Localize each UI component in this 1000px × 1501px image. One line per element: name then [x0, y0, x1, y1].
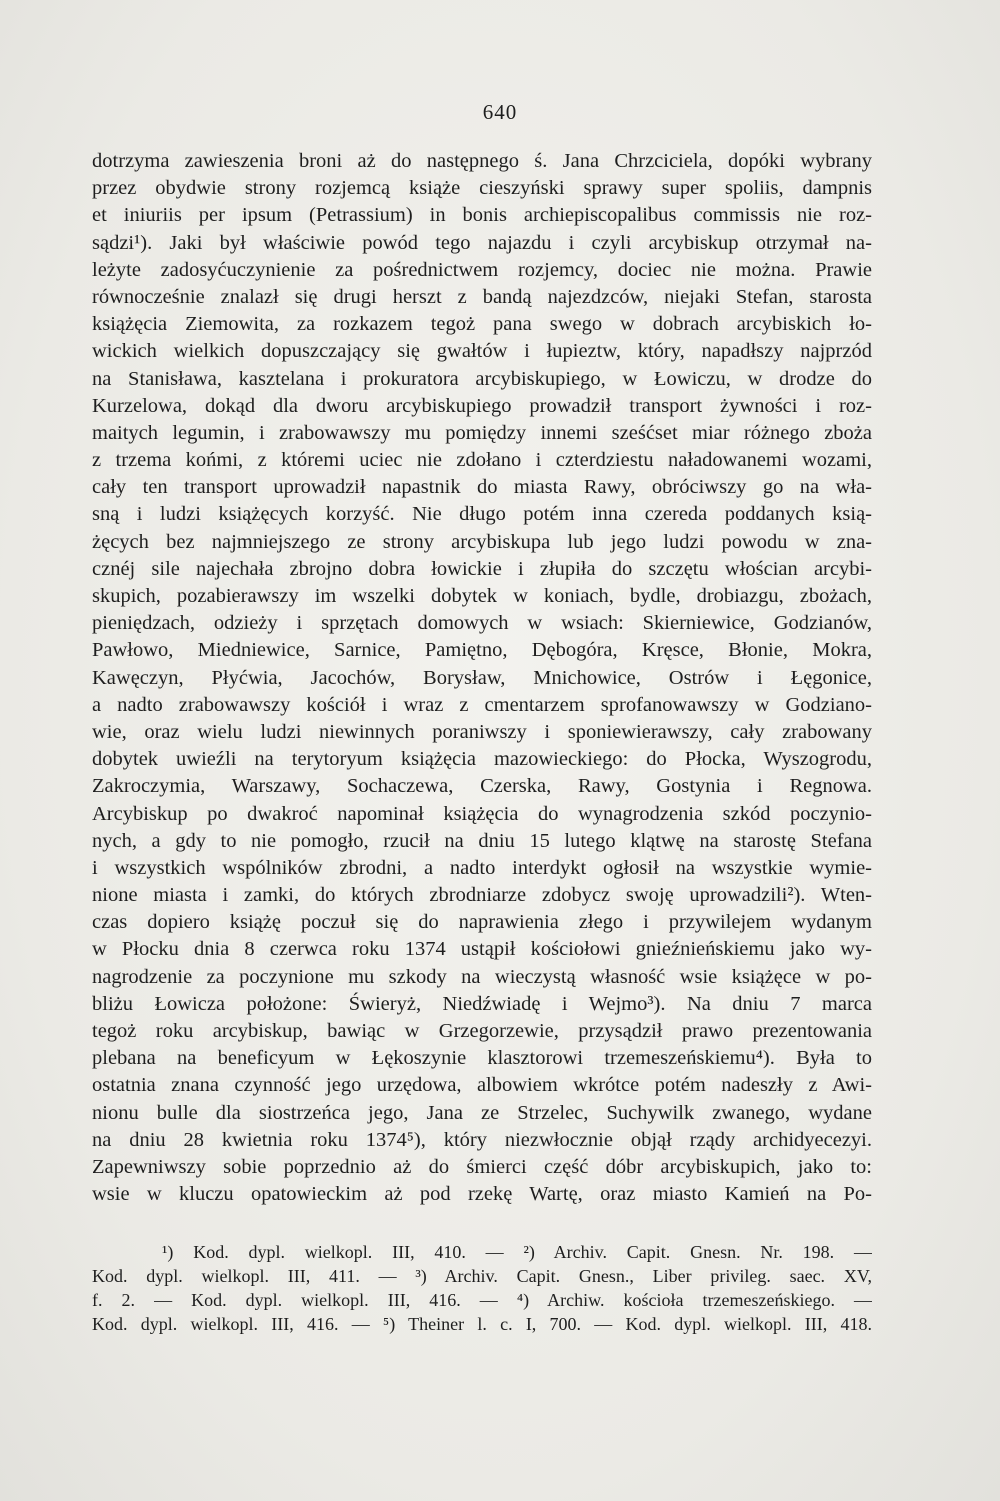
- body-line: wickich wielkich dopuszczający się gwałtów i łupieztw, który, napadłszy najprzód: [92, 340, 872, 363]
- footnote-line: Kod. dypl. wielkopl. III, 416. — ⁵) Theiner l. c. I, 700. — Kod. dypl. wielkopl. III, 418.: [92, 1314, 872, 1334]
- body-line: i wszystkich wspólników zbrodni, a nadto interdykt ogłosił na wszystkie wymie-: [92, 856, 872, 879]
- body-line: dobytek uwieźli na terytoryum książęcia mazowieckiego: do Płocka, Wyszogrodu,: [92, 748, 872, 771]
- footnote-line: Kod. dypl. wielkopl. III, 411. — ³) Archiv. Capit. Gnesn., Liber privileg. saec. XV,: [92, 1266, 872, 1286]
- body-line: tegoż roku arcybiskup, bawiąc w Grzegorzewie, przysądził prawo prezentowania: [92, 1020, 872, 1042]
- page-number: 640: [482, 100, 518, 124]
- body-line: maitych legumin, i zrabowawszy mu pomiędzy innemi sześćset miar różnego zboża: [92, 421, 872, 444]
- body-line: ostatnia znana czynność jego urzędowa, albowiem wkrótce potém nadeszły z Awi-: [92, 1074, 872, 1097]
- body-line: skupich, pozabierawszy im wszelki dobytek w koniach, bydle, drobiazgu, zbożach,: [92, 585, 872, 607]
- body-line: wsie w kluczu opatowieckim aż pod rzekę Wartę, oraz miasto Kamień na Po-: [92, 1183, 872, 1206]
- body-line: nione miasta i zamki, do których zbrodniarze zdobycz swoję uprowadzili²). Wten-: [92, 884, 872, 907]
- body-line: nionu bulle dla siostrzeńca jego, Jana ze Strzelec, Suchywilk zwanego, wydane: [92, 1101, 872, 1124]
- body-line: cały ten transport uprowadził napastnik do miasta Rawy, obróciwszy go na wła-: [92, 476, 872, 499]
- body-line: równocześnie znalazł się drugi herszt z bandą najezdzców, niejaki Stefan, starosta: [92, 285, 872, 308]
- footnote-line: ¹) Kod. dypl. wielkopl. III, 410. — ²) Archiv. Capit. Gnesn. Nr. 198. —: [162, 1242, 872, 1262]
- body-line: na dniu 28 kwietnia roku 1374⁵), który niezwłocznie objął rządy archidyecezyi.: [92, 1128, 872, 1151]
- body-line: Zapewniwszy sobie poprzednio aż do śmierci część dóbr arcybiskupich, jako to:: [92, 1155, 872, 1178]
- body-line: wie, oraz wielu ludzi niewinnych poraniwszy i sponiewierawszy, cały zrabowany: [92, 720, 872, 743]
- body-line: żęcych bez najmniejszego ze strony arcybiskupa lub jego ludzi powodu w zna-: [92, 530, 872, 553]
- body-line: sądzi¹). Jaki był właściwie powód tego najazdu i czyli arcybiskup otrzymał na-: [92, 231, 872, 254]
- body-line: w Płocku dnia 8 czerwca roku 1374 ustąpił kościołowi gnieźnieńskiemu jako wy-: [92, 938, 872, 961]
- body-line: Zakroczymia, Warszawy, Sochaczewa, Czerska, Rawy, Gostynia i Regnowa.: [92, 775, 872, 798]
- footnotes: [92, 1240, 872, 1336]
- body-line: plebana na beneficyum w Łękoszynie klasztorowi trzemeszeńskiemu⁴). Była to: [92, 1047, 872, 1070]
- body-line: cznéj sile najechała zbrojno dobra łowickie i złupiła do szczętu włościan arcybi-: [92, 557, 872, 580]
- body-line: leżyte zadosyćuczynienie za pośrednictwem rozjemcy, dociec nie można. Prawie: [92, 258, 872, 281]
- body-line: Pawłowo, Miedniewice, Sarnice, Pamiętno, Dębogóra, Kręsce, Błonie, Mokra,: [92, 639, 872, 662]
- body-line: z trzema końmi, z któremi uciec nie zdołano i czterdziestu naładowanemi wozami,: [92, 449, 872, 472]
- body-line: nagrodzenie za poczynione mu szkody na wieczystą własność wsie książęce w po-: [92, 965, 872, 988]
- body-line: przez obydwie strony rozjemcą książe cieszyński sprawy super spoliis, dampnis: [92, 177, 872, 200]
- body-line: sną i ludzi książęcych korzyść. Nie długo potém inna czereda poddanych ksią-: [92, 503, 872, 526]
- body-line: nych, a gdy to nie pomogło, rzucił na dniu 15 lutego klątwę na starostę Stefana: [92, 829, 872, 852]
- body-line: Kawęczyn, Płyćwia, Jacochów, Borysław, Mnichowice, Ostrów i Łęgonice,: [92, 666, 872, 689]
- body-line: Kurzelowa, dokąd dla dworu arcybiskupiego prowadził transport żywności i roz-: [92, 394, 872, 417]
- footnote-line: f. 2. — Kod. dypl. wielkopl. III, 416. — ⁴) Archiw. kościoła trzemeszeńskiego. —: [92, 1290, 872, 1310]
- body-line: dotrzyma zawieszenia broni aż do następnego ś. Jana Chrzciciela, dopóki wybrany: [92, 150, 872, 172]
- body-text: [92, 148, 872, 1208]
- body-line: czas dopiero książę poczuł się do naprawienia złego i przywilejem wydanym: [92, 911, 872, 934]
- body-line: a nadto zrabowawszy kościół i wraz z cmentarzem sprofanowawszy w Godziano-: [92, 693, 872, 716]
- body-line: et iniuriis per ipsum (Petrassium) in bonis archiepiscopalibus commissis nie roz-: [92, 204, 872, 227]
- body-line: na Stanisława, kasztelana i prokuratora arcybiskupiego, w Łowiczu, w drodze do: [92, 367, 872, 390]
- body-line: bliżu Łowicza położone: Świeryż, Niedźwiadę i Wejmo³). Na dniu 7 marca: [92, 992, 872, 1015]
- body-line: książęcia Ziemowita, za rozkazem tegoż pana swego w dobrach arcybiskich ło-: [92, 313, 872, 336]
- body-line: Arcybiskup po dwakroć napominał książęcia do wynagrodzenia szkód poczynio-: [92, 802, 872, 825]
- body-line: pieniędzach, odzieży i sprzętach domowych w wsiach: Skierniewice, Godzianów,: [92, 612, 872, 635]
